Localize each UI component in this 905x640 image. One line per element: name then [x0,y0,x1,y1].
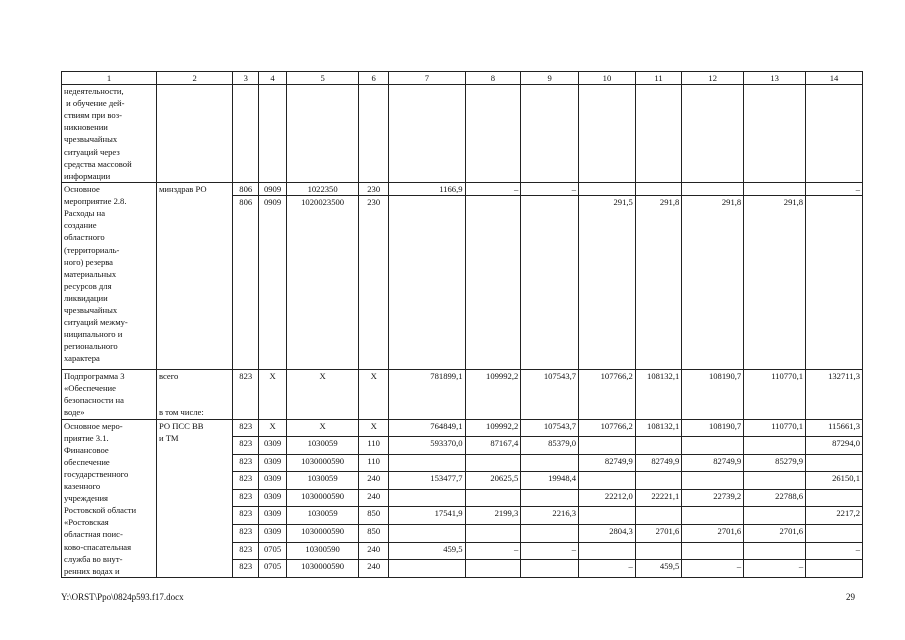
subprogram-name: Подпрограмма 3 «Обеспечение безопасности на воде» [62,370,157,419]
column-number: 14 [806,72,863,85]
table-cell: 0909 [259,196,287,370]
table-cell: 459,5 [635,560,681,578]
table-cell [682,437,744,455]
table-cell: 240 [359,542,389,560]
table-cell [389,525,465,543]
executor-total: всего [158,371,179,382]
table-cell [521,489,579,507]
table-row [62,183,863,196]
table-cell: – [465,542,521,560]
table-cell: 806 [233,196,259,370]
table-cell: 20625,5 [465,472,521,490]
table-cell: X [259,419,287,437]
table-cell: 291,8 [682,196,744,370]
table-cell: 0309 [259,437,287,455]
table-row [62,85,863,183]
table-cell: 1030059 [286,507,358,525]
table-cell: 0309 [259,472,287,490]
table-cell: X [359,370,389,419]
table-cell: 108132,1 [635,370,681,419]
table-cell [744,472,806,490]
table-cell: 1030059 [286,437,358,455]
table-cell: 87167,4 [465,437,521,455]
table-cell [521,454,579,472]
table-cell: 230 [359,196,389,370]
table-cell [682,542,744,560]
column-number: 6 [359,72,389,85]
table-cell: 823 [233,370,259,419]
table-cell [635,437,681,455]
table-cell [389,560,465,578]
page-number: 29 [846,592,855,602]
table-cell [389,454,465,472]
table-cell: 1030000590 [286,489,358,507]
table-cell: 22739,2 [682,489,744,507]
table-cell: 109992,2 [465,370,521,419]
table-cell [744,542,806,560]
executor-including: в том числе: [158,407,204,418]
table-cell: 22788,6 [744,489,806,507]
table-cell: 1030000590 [286,525,358,543]
table-cell [521,560,579,578]
table-cell: 823 [233,525,259,543]
table-cell: 764849,1 [389,419,465,437]
table-cell: 230 [359,183,389,196]
table-cell: 823 [233,437,259,455]
table-cell: 1020023500 [286,196,358,370]
table-cell: 0909 [259,183,287,196]
table-cell [579,437,636,455]
table-cell: 110770,1 [744,419,806,437]
table-cell [682,507,744,525]
executor: РО ПСС ВВ и ТМ [156,419,232,577]
table-cell: 110770,1 [744,370,806,419]
table-cell [682,472,744,490]
table-cell: 82749,9 [682,454,744,472]
column-number: 10 [579,72,636,85]
table-row [62,419,863,437]
table-cell [156,85,232,183]
table-cell: 108190,7 [682,370,744,419]
table-cell: 1030000590 [286,454,358,472]
file-path: Y:\ORST\Ppo\0824p593.f17.docx [61,592,184,602]
table-cell: 110 [359,437,389,455]
table-cell: 1030059 [286,472,358,490]
table-cell [465,525,521,543]
column-number: 12 [682,72,744,85]
table-cell: 2804,3 [579,525,636,543]
table-cell [806,85,863,183]
table-cell: X [286,370,358,419]
table-cell: 823 [233,542,259,560]
table-cell: 153477,7 [389,472,465,490]
table-cell: 240 [359,472,389,490]
table-cell: – [744,560,806,578]
table-cell: 240 [359,560,389,578]
table-cell: 0705 [259,560,287,578]
table-cell [259,85,287,183]
table-cell [359,85,389,183]
table-cell [233,85,259,183]
table-cell: 0309 [259,454,287,472]
table-cell: 806 [233,183,259,196]
table-cell: 87294,0 [806,437,863,455]
table-cell: 0309 [259,525,287,543]
table-cell: 107766,2 [579,419,636,437]
executor [156,370,232,419]
table-cell: 291,8 [635,196,681,370]
column-number: 8 [465,72,521,85]
table-cell: 22212,0 [579,489,636,507]
table-cell [579,183,636,196]
table-cell: 22221,1 [635,489,681,507]
column-number: 2 [156,72,232,85]
table-cell [286,85,358,183]
table-cell [635,472,681,490]
table-cell [744,183,806,196]
table-cell [744,85,806,183]
table-cell: 0705 [259,542,287,560]
table-cell: – [806,183,863,196]
table-cell: 1166,9 [389,183,465,196]
table-cell: 781899,1 [389,370,465,419]
table-cell [521,525,579,543]
table-row [62,370,863,419]
column-number: 9 [521,72,579,85]
table-cell [635,507,681,525]
table-cell: X [286,419,358,437]
table-cell [806,489,863,507]
table-cell: 19948,4 [521,472,579,490]
table-cell: 10300590 [286,542,358,560]
table-cell [635,183,681,196]
table-cell [744,507,806,525]
measure-name: недеятельности, и обучение дей- ствиям при воз- никновении чрезвычайных ситуаций через средства массовой информации [62,85,157,183]
table-cell: 0309 [259,489,287,507]
table-cell: – [465,183,521,196]
table-cell: 823 [233,560,259,578]
table-cell: 459,5 [389,542,465,560]
table-cell: 2701,6 [635,525,681,543]
table-cell: 2216,3 [521,507,579,525]
table-cell [389,85,465,183]
table-cell: 82749,9 [579,454,636,472]
table-cell: 2701,6 [682,525,744,543]
table-cell: 1030000590 [286,560,358,578]
table-cell: 107766,2 [579,370,636,419]
table-cell: 850 [359,507,389,525]
table-cell: – [806,542,863,560]
table-cell [465,560,521,578]
table-cell: 823 [233,507,259,525]
table-cell: 110 [359,454,389,472]
table-cell: 2217,2 [806,507,863,525]
table-cell [521,196,579,370]
table-cell: 108190,7 [682,419,744,437]
table-cell: 85379,0 [521,437,579,455]
table-cell [806,525,863,543]
table-cell: 107543,7 [521,419,579,437]
table-cell [579,542,636,560]
table-cell: 82749,9 [635,454,681,472]
header-row [62,72,863,85]
table-cell: 2199,3 [465,507,521,525]
table-cell: 107543,7 [521,370,579,419]
table-cell: 850 [359,525,389,543]
table-cell [465,196,521,370]
table-cell: 26150,1 [806,472,863,490]
measure-name: Основное мероприятие 2.8. Расходы на создание областного (территориаль- ного) резерва материальных ресурсов для ликвидации чрезвычайных ситуаций межму- ниципального и регионального характера [62,183,157,370]
column-number: 5 [286,72,358,85]
table-cell [579,85,636,183]
measure-name: Основное меро- приятие 3.1. Финансовое обеспечение государственного казенного учреждения Ростовской области «Ростовская областная поис- ково-спасательная служба во внут- ренних водах и [62,419,157,577]
table-cell [465,489,521,507]
table-cell [521,85,579,183]
table-cell: 291,5 [579,196,636,370]
table-cell [682,85,744,183]
table-cell: 132711,3 [806,370,863,419]
table-cell [465,85,521,183]
table-cell: 109992,2 [465,419,521,437]
table-cell: 108132,1 [635,419,681,437]
table-cell [389,489,465,507]
table-cell [579,507,636,525]
table-cell: – [579,560,636,578]
column-number: 1 [62,72,157,85]
table-cell: 823 [233,454,259,472]
table-cell: 291,8 [744,196,806,370]
column-number: 7 [389,72,465,85]
budget-table [61,71,863,578]
table-cell: 823 [233,489,259,507]
table-cell [635,85,681,183]
column-number: 13 [744,72,806,85]
table-cell: 1022350 [286,183,358,196]
table-cell: – [521,542,579,560]
table-cell: 823 [233,472,259,490]
column-number: 11 [635,72,681,85]
table-cell: X [359,419,389,437]
table-cell [579,472,636,490]
table-cell [389,196,465,370]
table-cell: 2701,6 [744,525,806,543]
table-cell [465,454,521,472]
table-cell [806,196,863,370]
table-cell [635,542,681,560]
column-number: 3 [233,72,259,85]
table-cell: – [682,560,744,578]
table-cell: 240 [359,489,389,507]
table-cell [682,183,744,196]
table-cell: 0309 [259,507,287,525]
table-cell: 115661,3 [806,419,863,437]
table-cell: 823 [233,419,259,437]
table-cell: 593370,0 [389,437,465,455]
table-cell: X [259,370,287,419]
table-cell [744,437,806,455]
table-cell [806,560,863,578]
table-cell: 17541,9 [389,507,465,525]
table-cell: 85279,9 [744,454,806,472]
executor: минздрав РО [156,183,232,370]
column-number: 4 [259,72,287,85]
table-cell [806,454,863,472]
table-cell: – [521,183,579,196]
